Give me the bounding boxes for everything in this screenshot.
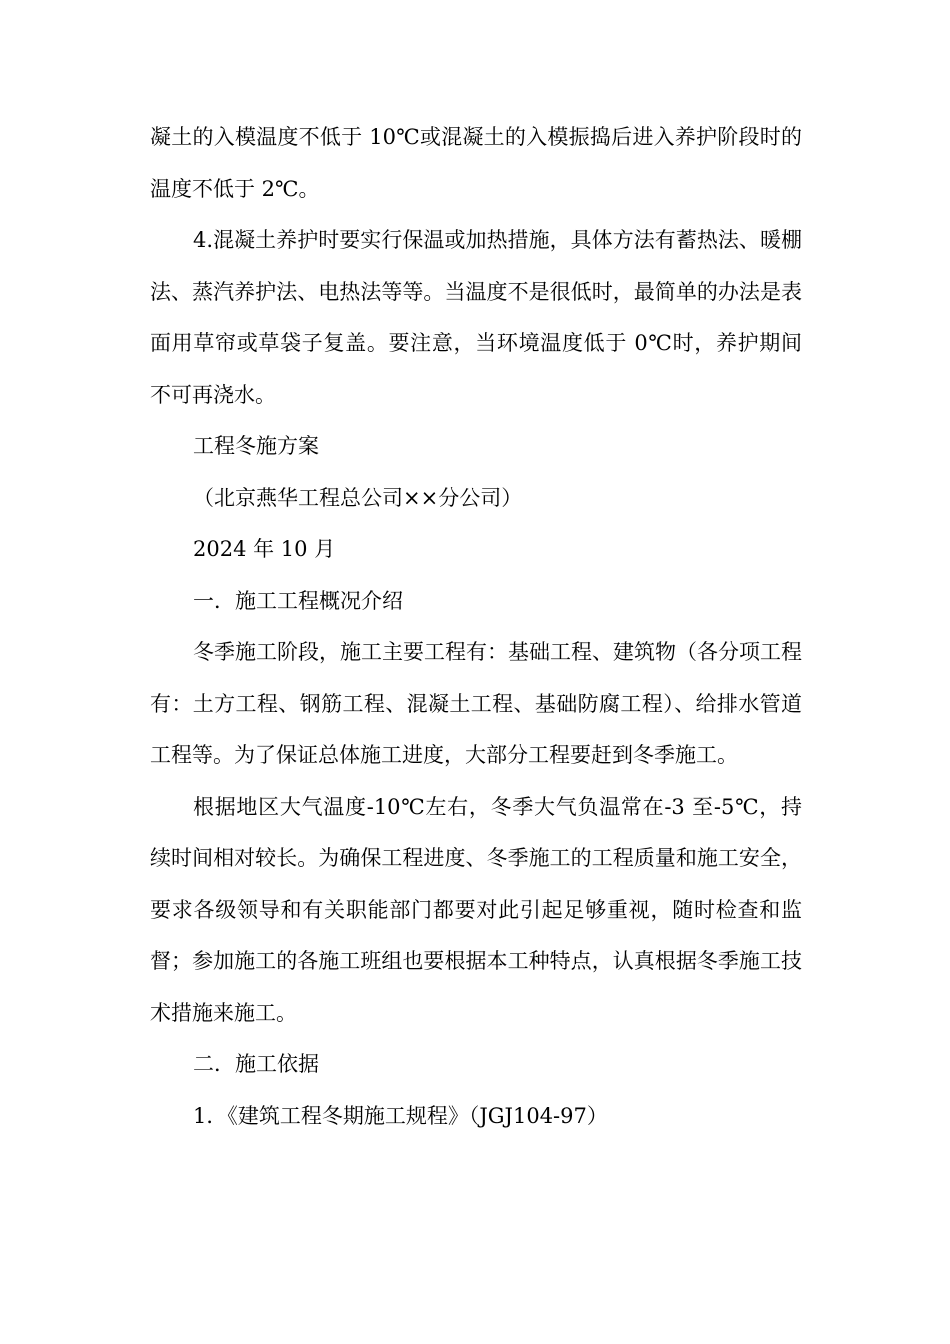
document-body <box>150 112 802 1142</box>
heading-2: 二．施工依据 <box>193 1052 319 1076</box>
paragraph-4: 根据地区大气温度-10℃左右，冬季大气负温常在-3 至-5℃，持续时间相对较长。为确保工程进度、冬季施工的工程质量和施工安全，要求各级领导和有关职能部门都要对此引起足够重视，随时检查和监督；参加施工的各施工班组也要根据本工种特点，认真根据冬季施工技术措施来施工。 <box>150 794 802 1025</box>
paragraph-2: 4.混凝土养护时要实行保温或加热措施，具体方法有蓄热法、暖棚法、蒸汽养护法、电热法等等。当温度不是很低时，最简单的办法是表面用草帘或草袋子复盖。要注意，当环境温度低于 0℃时，养护期间不可再浇水。 <box>150 228 802 407</box>
company-name: （北京燕华工程总公司××分公司） <box>193 485 523 510</box>
document-date: 2024 年 10 月 <box>193 537 336 561</box>
heading-1: 一．施工工程概况介绍 <box>193 588 403 613</box>
paragraph-1: 凝土的入模温度不低于 10℃或混凝土的入模振捣后进入养护阶段时的温度不低于 2℃。 <box>150 125 802 201</box>
section-title: 工程冬施方案 <box>193 434 319 458</box>
list-item-1: 1．《建筑工程冬期施工规程》（JGJ104-97） <box>193 1103 608 1128</box>
paragraph-3: 冬季施工阶段，施工主要工程有：基础工程、建筑物（各分项工程有：土方工程、钢筋工程、混凝土工程、基础防腐工程）、给排水管道工程等。为了保证总体施工进度，大部分工程要赶到冬季施工。 <box>150 640 802 767</box>
